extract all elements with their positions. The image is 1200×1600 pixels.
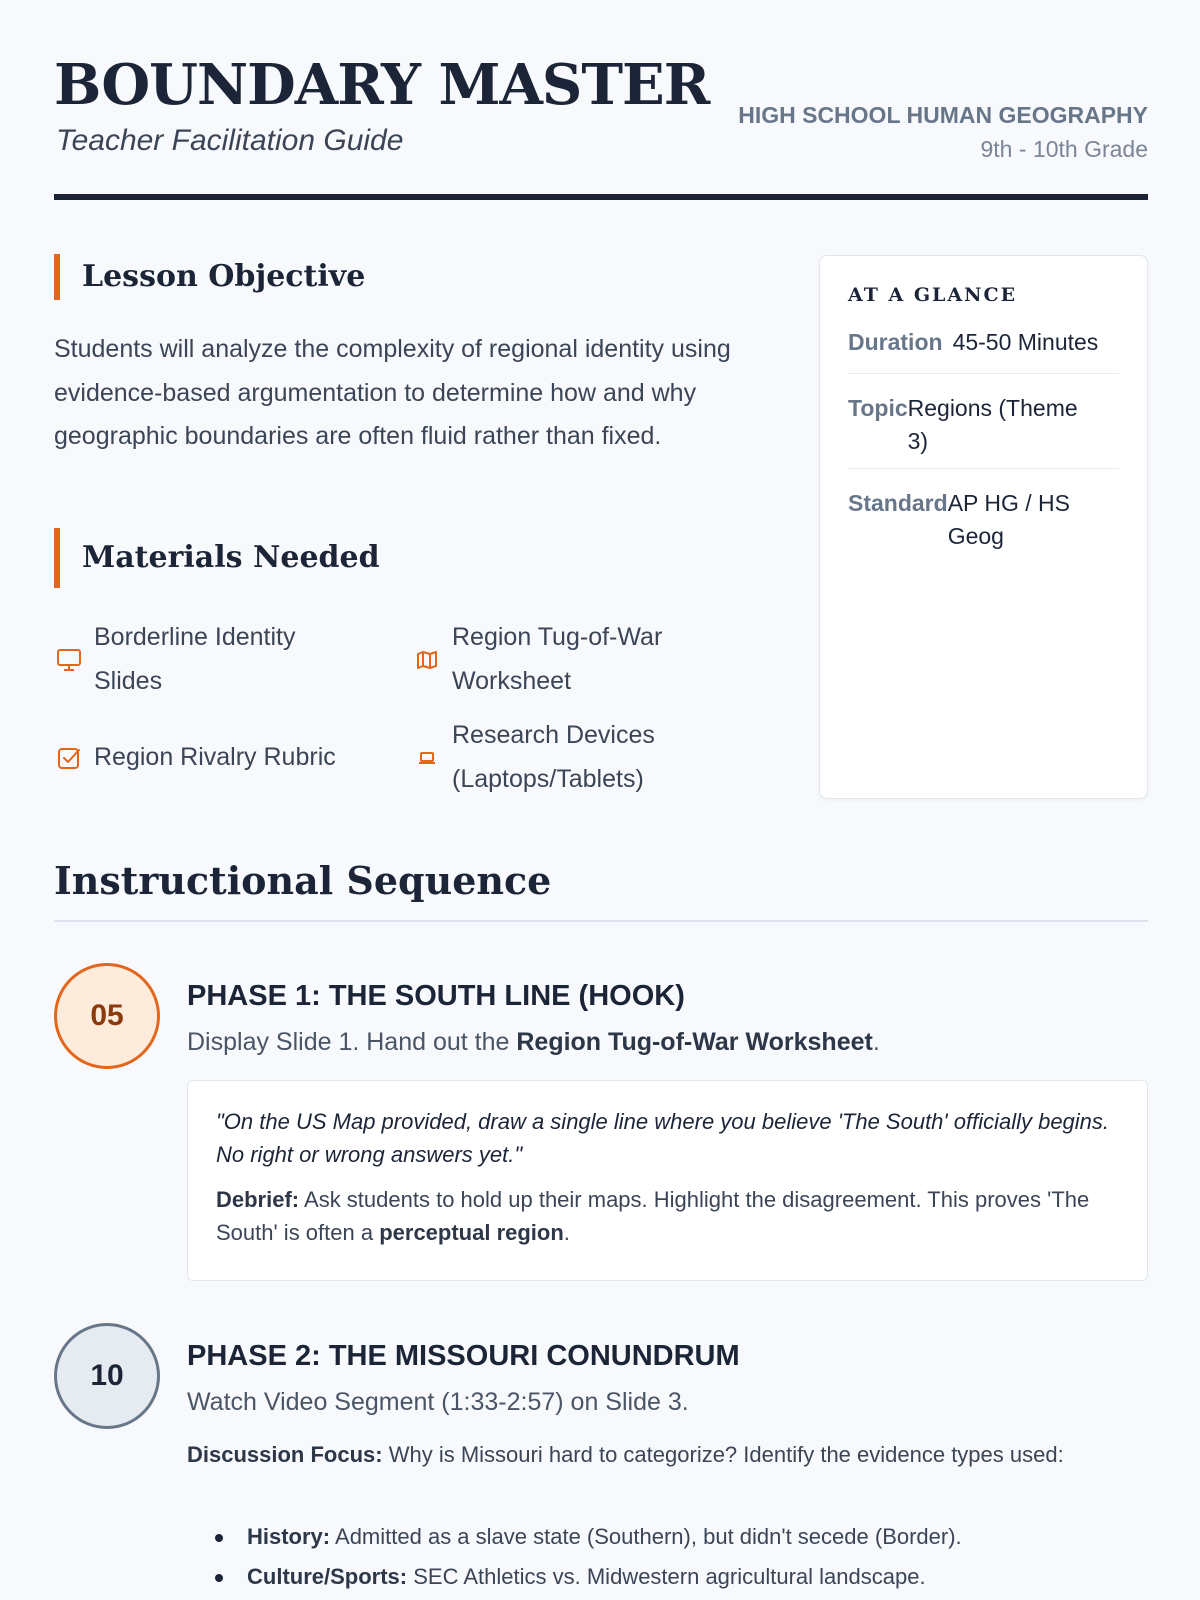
course-name: HIGH SCHOOL HUMAN GEOGRAPHY — [738, 102, 1148, 128]
phase-2-discussion-focus — [187, 1438, 1148, 1471]
bullet-text: SEC Athletics vs. Midwestern agricultural landscape. — [407, 1564, 926, 1589]
glance-row-topic — [848, 374, 1119, 469]
glance-row-standard — [848, 469, 1119, 567]
phase-1-script-box — [187, 1080, 1148, 1281]
phase-2-evidence-list — [187, 1517, 1148, 1597]
glance-label: Topic — [848, 395, 908, 421]
at-a-glance-card — [819, 255, 1148, 799]
material-label: Region Rivalry Rubric — [94, 743, 336, 771]
list-item — [187, 1557, 1148, 1597]
laptop-icon — [412, 750, 442, 766]
phase-1-debrief — [216, 1183, 1119, 1249]
sequence-divider — [54, 920, 1148, 922]
glance-value: AP HG / HS Geog — [947, 490, 1070, 549]
page-subtitle: Teacher Facilitation Guide — [56, 124, 404, 157]
glance-label: Duration — [848, 329, 943, 355]
material-item — [412, 714, 752, 801]
page-title: BOUNDARY MASTER — [54, 52, 710, 118]
phase-2-minutes-badge: 10 — [54, 1323, 160, 1429]
phase-1-desc-bold: Region Tug-of-War Worksheet — [516, 1028, 873, 1056]
sequence-heading: Instructional Sequence — [54, 858, 552, 903]
guide-header — [54, 0, 1148, 200]
objective-text: Students will analyze the complexity of regional identity using evidence-based argumentation to determine how and why geographic boundaries are often fluid rather than fixed. — [54, 335, 731, 450]
phase-1-desc-end: . — [872, 1028, 880, 1056]
bullet-label: Culture/Sports: — [247, 1564, 408, 1589]
phase-2-title: PHASE 2: THE MISSOURI CONUNDRUM — [187, 1340, 740, 1372]
header-divider — [54, 194, 1148, 200]
debrief-bold: perceptual region — [379, 1220, 564, 1245]
material-item — [54, 736, 394, 780]
glance-value: Regions (Theme 3) — [907, 395, 1078, 454]
bullet-label: History: — [247, 1524, 331, 1549]
material-item — [412, 616, 752, 703]
teacher-guide-page — [54, 0, 1148, 1589]
phase-2-description: Watch Video Segment (1:33-2:57) on Slide 3. — [187, 1388, 689, 1416]
glance-row-duration — [848, 312, 1119, 374]
presentation-icon — [54, 648, 84, 672]
material-item — [54, 616, 374, 703]
objective-heading: Lesson Objective — [54, 254, 365, 300]
map-icon — [412, 650, 442, 670]
materials-heading: Materials Needed — [54, 528, 380, 588]
checkbox-icon — [54, 746, 84, 770]
glance-title: AT A GLANCE — [848, 284, 1018, 306]
phase-1-minutes-badge: 05 — [54, 963, 160, 1069]
glance-label: Standard — [848, 490, 948, 516]
glance-value: 45-50 Minutes — [952, 329, 1099, 355]
focus-text: Why is Missouri hard to categorize? Identify the evidence types used: — [382, 1442, 1064, 1467]
material-label: Region Tug-of-War Worksheet — [452, 623, 663, 695]
phase-1-description — [187, 1028, 880, 1057]
focus-label: Discussion Focus: — [187, 1442, 383, 1467]
material-label: Borderline Identity Slides — [94, 623, 296, 695]
debrief-label: Debrief: — [216, 1187, 300, 1212]
debrief-end: . — [563, 1220, 570, 1245]
phase-1-title: PHASE 1: THE SOUTH LINE (HOOK) — [187, 980, 685, 1012]
phase-1-quote: "On the US Map provided, draw a single line where you believe 'The South' officially begins. No right or wrong answers yet." — [216, 1109, 1110, 1167]
grade-level: 9th - 10th Grade — [980, 136, 1148, 162]
debrief-text: Ask students to hold up their maps. Highlight the disagreement. This proves 'The South' is often a — [216, 1187, 1090, 1245]
phase-1-desc-text: Display Slide 1. Hand out the — [187, 1028, 517, 1056]
material-label: Research Devices (Laptops/Tablets) — [452, 721, 655, 793]
bullet-text: Admitted as a slave state (Southern), but didn't secede (Border). — [330, 1524, 962, 1549]
list-item — [187, 1517, 1148, 1557]
